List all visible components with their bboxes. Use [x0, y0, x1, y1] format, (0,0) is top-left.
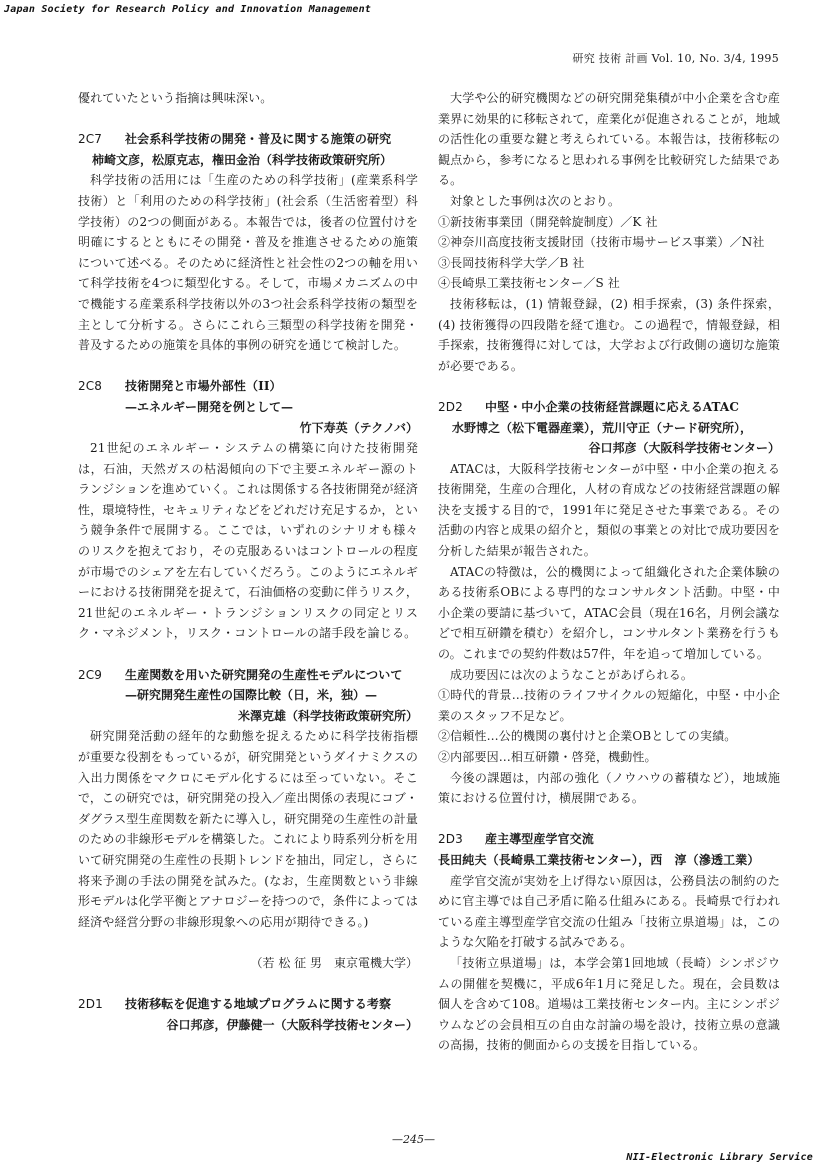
entry-body: 今後の課題は，内部の強化（ノウハウの蓄積など），地域施策における位置付け，横展開である。: [438, 770, 780, 806]
success-item: ①時代的背景…技術のライフサイクルの短縮化，中堅・中小企業のスタッフ不足など。: [438, 688, 780, 723]
entry-title: 中堅・中小企業の技術経営課題に応えるATAC: [485, 399, 739, 414]
entry-title: 生産関数を用いた研究開発の生産性モデルについて: [125, 667, 403, 682]
entry-body: ATACは，大阪科学技術センターが中堅・中小企業の抱える技術開発，生産の合理化，人材の育成などの技術経営課題の解決を支援する目的で，1991年に発足させた事業である。その活動の内容と成果の紹介と，類似の事業との対比で成功要因を分析した結果が報告された。: [438, 461, 780, 559]
entry-authors-2: 谷口邦彦（大阪科学技術センター）: [588, 441, 780, 456]
success-item: ②内部要因…相互研鑽・啓発，機動性。: [438, 750, 657, 764]
entry-2c8: [78, 376, 418, 644]
right-column: [438, 88, 780, 1056]
entry-2c7: [78, 129, 418, 356]
entry-title: 産主導型産学官交流: [485, 832, 594, 847]
entry-code: 2C7: [78, 132, 102, 147]
entry-code: 2D3: [438, 832, 463, 847]
entry-title: 技術移転を促進する地域プログラムに関する考察: [125, 997, 392, 1012]
session-chair: （若 松 征 男 東京電機大学）: [250, 955, 418, 970]
case-item: ③長岡技術科学大学／B 社: [438, 255, 585, 270]
journal-header: 研究 技術 計画 Vol. 10, No. 3/4, 1995: [572, 52, 779, 65]
cases-intro: 対象とした事例は次のとおり。: [450, 193, 621, 208]
left-column: [78, 88, 418, 1035]
entry-2d1-body: 大学や公的研究機関などの研究開発集積が中小企業を含む産業界に効果的に移転されて，産業化が促進されることが，地域の活性化の重要な鍵と考えられている。本報告は，技術移転の観点から，参考になると思われる事例を比較研究した結果である。: [438, 91, 780, 188]
entry-body: 研究開発活動の経年的な動態を捉えるために科学技術指標が重要な役割をもっているが，研究開発というダイナミクスの入出力関係をマクロにモデル化するには至っていない。そこで，この研究では，研究開発の投入／産出関係の表現にコブ・ダグラス型生産関数を新たに導入し，研究開発の生産性の計量のための非線形モデルを構築した。これにより時系列分析を用いて研究開発の生産性の長期トレンドを抽出，同定し，さらに将来予測の手法の開発を試みた。(なお，生産関数という非線形モデルは化学平衡とアナロジーを持つので，条件によっては経済や経営分野の非線形現象への応用が期待できる。): [78, 729, 418, 929]
entry-code: 2D1: [78, 997, 103, 1012]
entry-authors: 谷口邦彦，伊藤健一（大阪科学技術センター）: [166, 1017, 418, 1032]
entry-body: 科学技術の活用には「生産のための科学技術」(産業系科学技術）と「利用のための科学技術」(社会系（生活密着型）科学技術）の2つの側面がある。本報告では，後者の位置付けを明確にするとともにその開発・普及を推進させるための施策について述べる。そのために経済性と社会性の2つの軸を用いて科学技術を4つに類型化する。そして，市場メカニズムの中で機能する産業系科学技術以外の3つ社会系科学技術の類型を主として分析する。さらにこれら三類型の科学技術を開発・普及するための施策を具体的事例の研究を通じて検討した。: [78, 173, 418, 353]
entry-subtitle: —研究開発生産性の国際比較（日，米，独）—: [125, 688, 378, 703]
success-intro: 成功要因には次のようなことがあげられる。: [450, 667, 694, 682]
case-item: ④長崎県工業技術センター／S 社: [438, 276, 620, 291]
entry-2c9: [78, 665, 418, 933]
entry-authors: 米澤克雄（科学技術政策研究所）: [237, 708, 418, 723]
intro-text: 優れていたという指摘は興味深い。: [78, 91, 273, 105]
case-item: ①新技術事業団（開発斡旋制度）／K 社: [438, 214, 658, 229]
entry-body: ATACの特徴は，公的機関によって組織化された企業体験のある技術系OBによる専門的なコンサルタント活動。中堅・中小企業の要請に基づいて，ATAC会員（現在16名，月例会議などで相互研鑽を積む）を紹介し，コンサルタント業務を行うもの。これまでの契約件数は57件，年を追って増加している。: [438, 564, 780, 662]
entry-authors: 水野博之（松下電器産業），荒川守正（ナード研究所），: [452, 420, 753, 435]
entry-2d2: [438, 397, 780, 809]
entry-authors: 竹下寿英（テクノバ）: [299, 420, 418, 435]
entry-body: 「技術立県道場」は，本学会第1回地域（長崎）シンポジウムの開催を契機に，平成6年1月に発足した。現在，会員数は個人を含めて108。道場は工業技術センター内。主にシンポジウムなどの会員相互の自由な討論の場を設け，技術立県の意識の高揚，技術的側面からの支援を目指している。: [438, 955, 780, 1053]
entry-code: 2D2: [438, 399, 463, 414]
success-item: ②信頼性…公的機関の裏付けと企業OBとしての実績。: [438, 729, 737, 744]
entry-body: 21世紀のエネルギー・システムの構築に向けた技術開発は，石油，天然ガスの枯渇傾向の下で主要エネルギー源のトランジションを進めていく。これは関係する各技術開発が経済性，環境特性，セキュリティなどをどれだけ充足するか，という競争条件で展開する。ここでは，いずれのシナリオも様々のリスクを抱えており，その克服あるいはコントロールの程度が市場でのシェアを左右していくだろう。このようにエネルギーにおける技術開発を捉えて，石油価格の変動に伴うリスク，21世紀のエネルギー・トランジションリスクの同定とリスク・マネジメント，リスク・コントロールの諸手段を論じる。: [78, 441, 418, 641]
entry-authors: 長田純夫（長崎県工業技術センター），西 淳（滲透工業）: [438, 852, 760, 867]
society-banner: Japan Society for Research Policy and Innovation Management: [4, 4, 372, 15]
entry-code: 2C9: [78, 667, 102, 682]
entry-title: 社会系科学技術の開発・普及に関する施策の研究: [125, 132, 392, 147]
entry-2d1: [78, 994, 418, 1035]
entry-2d1-conclusion: 技術移転は，(1) 情報登録，(2) 相手探索，(3) 条件探索，(4) 技術獲得の四段階を経て進む。この過程で，情報登録，相手探索，技術獲得に対しては，大学および行政側の適切な施策が必要である。: [438, 296, 780, 373]
case-item: ②神奈川高度技術支援財団（技術市場サービス事業）／N社: [438, 235, 765, 250]
entry-authors: 柿崎文彦，松原克志，権田金治（科学技術政策研究所）: [92, 152, 393, 167]
entry-title: 技術開発と市場外部性（II）: [125, 379, 282, 394]
entry-code: 2C8: [78, 379, 102, 394]
page-number: —245—: [392, 1133, 435, 1146]
entry-2d3: [438, 829, 780, 1056]
entry-body: 産学官交流が実効を上げ得ない原因は，公務員法の制約のために官主導では自己矛盾に陥る仕組みにある。長崎県で行われている産主導型産学官交流の仕組み「技術立県道場」は，このような欠陥を打破する試みである。: [438, 873, 780, 950]
service-banner: NII-Electronic Library Service: [626, 1152, 813, 1163]
entry-subtitle: —エネルギー開発を例として—: [125, 399, 294, 414]
